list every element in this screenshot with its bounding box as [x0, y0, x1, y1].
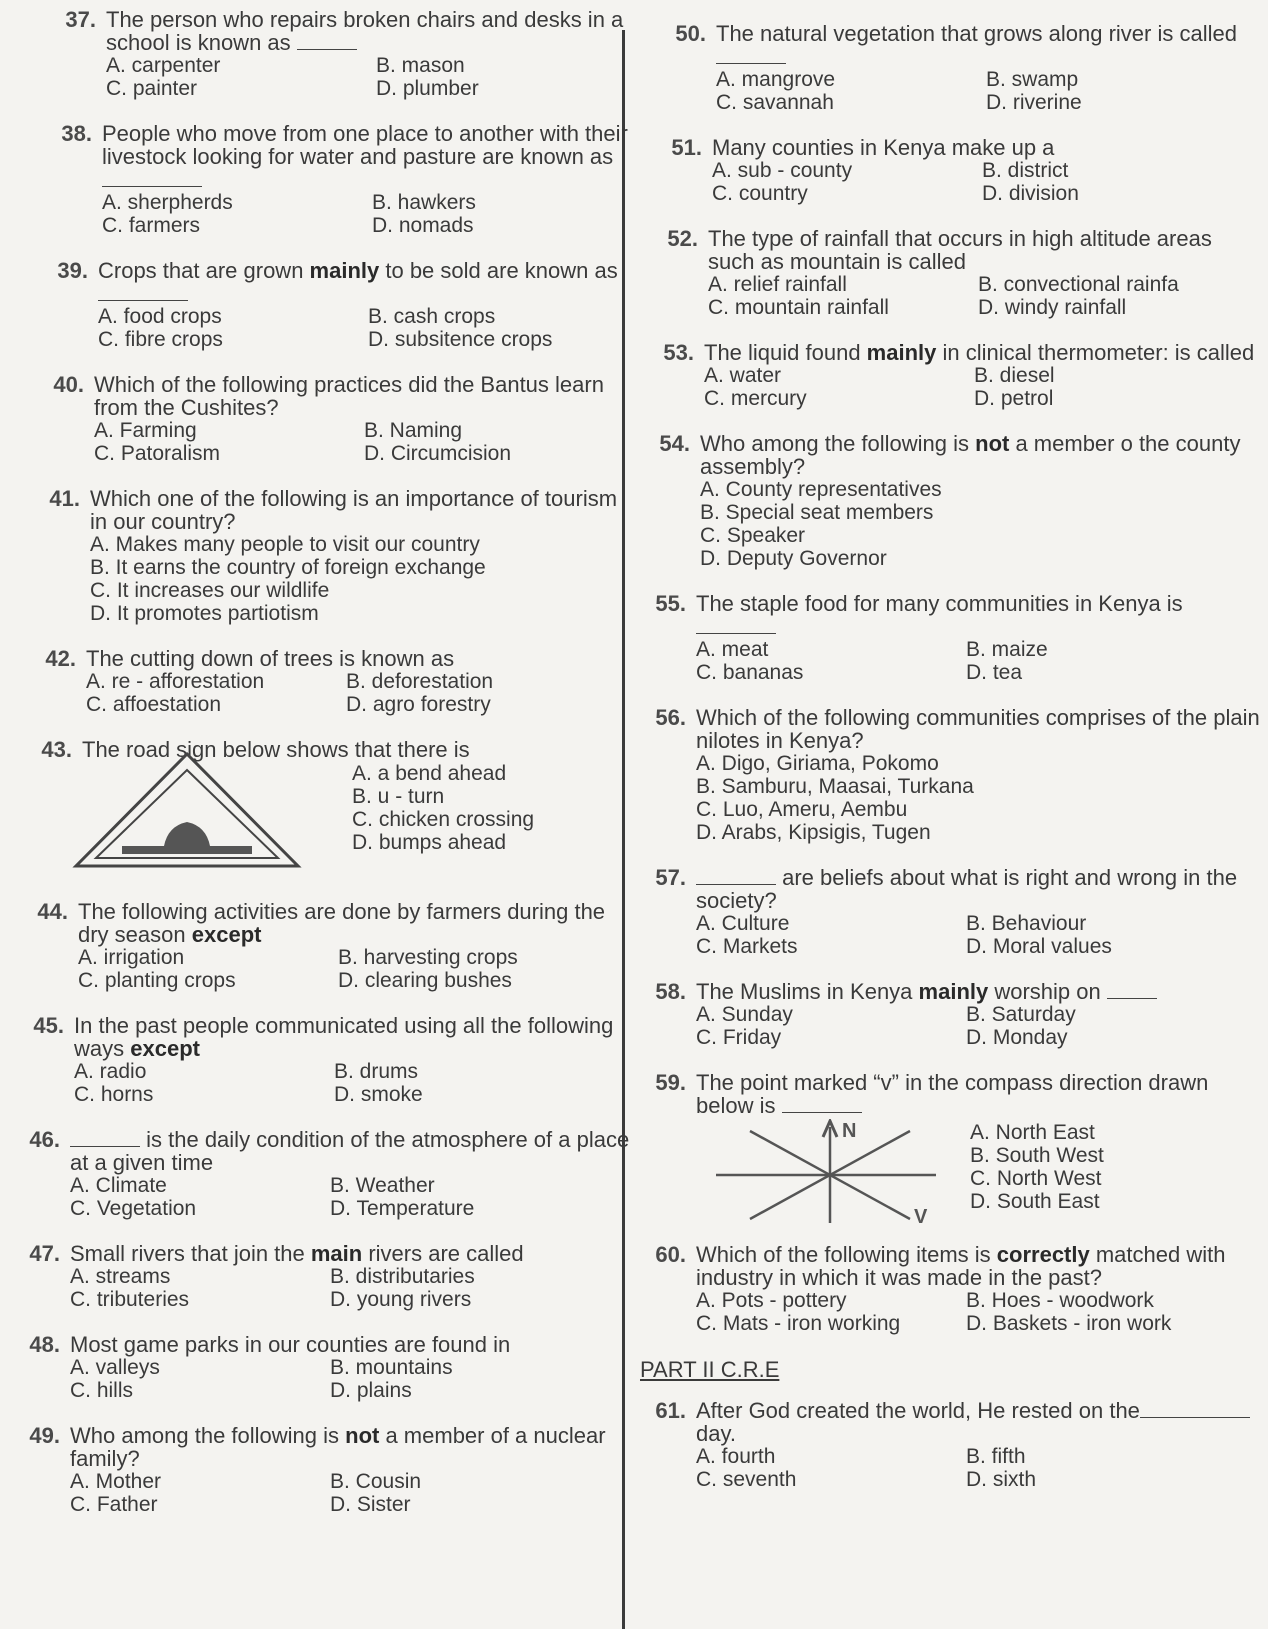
option-b: B. Saturday	[966, 1003, 1076, 1026]
question-52	[652, 227, 1260, 319]
option-b: B. Hoes - woodwork	[966, 1289, 1154, 1312]
right-column	[640, 22, 1260, 1513]
option-b: B. Special seat members	[700, 501, 934, 524]
question-text: People who move from one place to another with their livestock looking for water and pasture are known as	[102, 122, 634, 191]
option-d: D. smoke	[334, 1083, 423, 1106]
option-a: A. carpenter	[106, 54, 221, 77]
question-55	[640, 592, 1260, 684]
question-text: The point marked “v” in the compass direction drawn below is	[696, 1070, 1209, 1118]
question-text: After God created the world, He rested on theday.	[696, 1399, 1260, 1445]
question-58	[640, 980, 1260, 1049]
option-a: A. food crops	[98, 305, 222, 328]
option-b: B. mountains	[330, 1356, 453, 1379]
question-39	[42, 259, 634, 351]
option-d: D. clearing bushes	[338, 969, 512, 992]
question-46	[14, 1128, 634, 1220]
question-number: 56.	[655, 705, 686, 730]
question-number: 61.	[655, 1398, 686, 1423]
option-a: A. radio	[74, 1060, 147, 1083]
option-a: A. County representatives	[700, 478, 942, 501]
option-a: A. sub - county	[712, 159, 853, 182]
question-number: 54.	[659, 431, 690, 456]
question-text: Who among the following is not a member of a nuclear family?	[70, 1423, 606, 1471]
option-c: C. hills	[70, 1379, 134, 1402]
option-b: B. deforestation	[346, 670, 494, 693]
option-b: B. Behaviour	[966, 912, 1087, 935]
question-42	[30, 647, 634, 716]
option-d: D. riverine	[986, 91, 1082, 114]
question-41	[34, 487, 634, 625]
option-c: C. savannah	[716, 91, 834, 114]
question-54	[644, 432, 1260, 570]
question-number: 50.	[675, 21, 706, 46]
question-number: 37.	[65, 7, 96, 32]
option-d: D. nomads	[372, 214, 474, 237]
question-text: The cutting down of trees is known as	[86, 646, 455, 671]
north-label: N	[842, 1120, 857, 1142]
option-d: D. windy rainfall	[978, 296, 1127, 319]
question-text: Which one of the following is an importance of tourism in our country?	[90, 486, 618, 534]
road-sign-figure	[72, 750, 302, 870]
question-text: The Muslims in Kenya mainly worship on	[696, 980, 1260, 1003]
question-60	[640, 1243, 1260, 1335]
question-45	[18, 1014, 634, 1106]
option-d: D. young rivers	[330, 1288, 472, 1311]
option-a: A. Climate	[70, 1174, 167, 1197]
option-d: D. Temperature	[330, 1197, 475, 1220]
option-b: B. South West	[970, 1144, 1104, 1167]
question-number: 41.	[49, 486, 80, 511]
option-b: B. distributaries	[330, 1265, 475, 1288]
question-number: 52.	[667, 226, 698, 251]
question-number: 55.	[655, 591, 686, 616]
question-number: 47.	[29, 1241, 60, 1266]
option-a: A. valleys	[70, 1356, 160, 1379]
question-text: Small rivers that join the main rivers are called	[70, 1241, 524, 1266]
option-d: D. Arabs, Kipsigis, Tugen	[696, 821, 931, 844]
option-b: B. Cousin	[330, 1470, 422, 1493]
point-v-label: V	[914, 1206, 928, 1228]
option-a: A. Culture	[696, 912, 790, 935]
option-b: B. maize	[966, 638, 1048, 661]
option-a: A. fourth	[696, 1445, 776, 1468]
option-d: D. South East	[970, 1190, 1100, 1213]
option-c: C. Father	[70, 1493, 158, 1516]
option-a: A. North East	[970, 1121, 1095, 1144]
question-text: Crops that are grown mainly to be sold are known as	[98, 259, 634, 305]
part-heading: PART II C.R.E	[640, 1357, 780, 1382]
question-text: The natural vegetation that grows along river is called	[716, 22, 1260, 68]
question-49	[14, 1424, 634, 1516]
option-c: C. fibre crops	[98, 328, 223, 351]
option-c: C. planting crops	[78, 969, 236, 992]
question-text: The road sign below shows that there is	[82, 737, 470, 762]
question-number: 58.	[655, 979, 686, 1004]
question-56	[640, 706, 1260, 844]
q59-options	[970, 1121, 1104, 1213]
question-text: The person who repairs broken chairs and desks in a school is known as	[106, 7, 624, 55]
option-d: D. tea	[966, 661, 1023, 684]
question-text: are beliefs about what is right and wrong in the society?	[696, 865, 1238, 913]
question-40	[38, 373, 634, 465]
option-d: D. It promotes partiotism	[90, 602, 319, 625]
option-c: C. farmers	[102, 214, 201, 237]
compass-figure	[710, 1119, 940, 1229]
option-c: C. mercury	[704, 387, 807, 410]
option-d: D. Moral values	[966, 935, 1112, 958]
option-d: D. plumber	[376, 77, 479, 100]
question-61	[640, 1399, 1260, 1491]
option-c: C. North West	[970, 1167, 1102, 1190]
option-a: A. streams	[70, 1265, 171, 1288]
option-d: D. Circumcision	[364, 442, 512, 465]
option-c: C. Luo, Ameru, Aembu	[696, 798, 908, 821]
question-text: The staple food for many communities in Kenya is	[696, 592, 1260, 638]
option-a: A. relief rainfall	[708, 273, 847, 296]
question-43	[26, 738, 634, 878]
question-text: The liquid found mainly in clinical thermometer: is called	[704, 340, 1255, 365]
question-number: 40.	[53, 372, 84, 397]
option-a: A. Mother	[70, 1470, 162, 1493]
question-text: Many counties in Kenya make up a	[712, 135, 1055, 160]
option-b: B. Weather	[330, 1174, 435, 1197]
option-d: D. Baskets - iron work	[966, 1312, 1172, 1335]
option-c: C. country	[712, 182, 808, 205]
option-b: B. district	[982, 159, 1069, 182]
option-a: A. irrigation	[78, 946, 185, 969]
option-c: C. Mats - iron working	[696, 1312, 901, 1335]
question-number: 46.	[29, 1127, 60, 1152]
question-number: 39.	[57, 258, 88, 283]
option-b: B. It earns the country of foreign exchange	[90, 556, 486, 579]
option-c: C. Vegetation	[70, 1197, 197, 1220]
option-c: C. seventh	[696, 1468, 797, 1491]
question-number: 45.	[33, 1013, 64, 1038]
question-37	[50, 8, 634, 100]
option-a: A. meat	[696, 638, 769, 661]
option-b: B. hawkers	[372, 191, 476, 214]
question-number: 59.	[655, 1070, 686, 1095]
option-b: B. Samburu, Maasai, Turkana	[696, 775, 974, 798]
option-d: D. division	[982, 182, 1079, 205]
option-c: C. Friday	[696, 1026, 782, 1049]
option-d: D. Monday	[966, 1026, 1068, 1049]
q43-options	[352, 762, 534, 854]
option-d: D. sixth	[966, 1468, 1037, 1491]
option-d: D. agro forestry	[346, 693, 491, 716]
question-number: 44.	[37, 899, 68, 924]
option-c: C. Markets	[696, 935, 798, 958]
question-48	[14, 1333, 634, 1402]
question-number: 60.	[655, 1242, 686, 1267]
question-51	[656, 136, 1260, 205]
option-b: B. mason	[376, 54, 465, 77]
question-text: Which of the following items is correctly matched with industry in which it was made in the past?	[696, 1242, 1226, 1290]
question-number: 48.	[29, 1332, 60, 1357]
option-c: C. Patoralism	[94, 442, 221, 465]
option-c: C. mountain rainfall	[708, 296, 889, 319]
option-c: C. affoestation	[86, 693, 222, 716]
option-b: B. diesel	[974, 364, 1055, 387]
option-a: A. sherpherds	[102, 191, 233, 214]
option-d: D. Sister	[330, 1493, 411, 1516]
option-a: A. a bend ahead	[352, 762, 507, 785]
question-text: is the daily condition of the atmosphere of a place at a given time	[70, 1127, 630, 1175]
question-number: 38.	[61, 121, 92, 146]
question-57	[640, 866, 1260, 958]
question-text: The following activities are done by farmers during the dry season except	[78, 899, 606, 947]
question-text: In the past people communicated using all the following ways except	[74, 1013, 614, 1061]
option-d: D. plains	[330, 1379, 412, 1402]
question-number: 49.	[29, 1423, 60, 1448]
option-a: A. water	[704, 364, 782, 387]
option-a: A. Makes many people to visit our country	[90, 533, 480, 556]
option-c: C. It increases our wildlife	[90, 579, 330, 602]
option-d: D. petrol	[974, 387, 1054, 410]
question-number: 51.	[671, 135, 702, 160]
question-text: Most game parks in our counties are found in	[70, 1332, 511, 1357]
question-number: 57.	[655, 865, 686, 890]
option-a: A. re - afforestation	[86, 670, 265, 693]
option-a: A. Digo, Giriama, Pokomo	[696, 752, 939, 775]
question-text: Who among the following is not a member o the county assembly?	[700, 431, 1241, 479]
option-b: B. drums	[334, 1060, 419, 1083]
option-b: B. u - turn	[352, 785, 445, 808]
option-c: C. tributeries	[70, 1288, 190, 1311]
question-text: Which of the following practices did the Bantus learn from the Cushites?	[94, 372, 604, 420]
question-text: The type of rainfall that occurs in high altitude areas such as mountain is called	[708, 226, 1212, 274]
option-a: A. mangrove	[716, 68, 836, 91]
option-b: B. Naming	[364, 419, 463, 442]
option-b: B. fifth	[966, 1445, 1026, 1468]
option-d: D. Deputy Governor	[700, 547, 887, 570]
option-b: B. cash crops	[368, 305, 496, 328]
question-number: 43.	[41, 737, 72, 762]
option-b: B. convectional rainfa	[978, 273, 1179, 296]
option-a: A. Farming	[94, 419, 197, 442]
question-44	[22, 900, 634, 992]
question-47	[14, 1242, 634, 1311]
question-38	[46, 122, 634, 237]
left-column	[14, 8, 634, 1538]
option-d: D. bumps ahead	[352, 831, 507, 854]
question-number: 53.	[663, 340, 694, 365]
option-c: C. horns	[74, 1083, 154, 1106]
option-c: C. bananas	[696, 661, 804, 684]
question-53	[648, 341, 1260, 410]
option-b: B. harvesting crops	[338, 946, 518, 969]
option-c: C. Speaker	[700, 524, 806, 547]
option-d: D. subsitence crops	[368, 328, 553, 351]
option-c: C. chicken crossing	[352, 808, 535, 831]
question-50	[660, 22, 1260, 114]
question-number: 42.	[45, 646, 76, 671]
bump-icon	[122, 822, 252, 854]
option-a: A. Sunday	[696, 1003, 793, 1026]
option-a: A. Pots - pottery	[696, 1289, 847, 1312]
question-text: Which of the following communities comprises of the plain nilotes in Kenya?	[696, 705, 1260, 753]
option-c: C. painter	[106, 77, 198, 100]
option-b: B. swamp	[986, 68, 1079, 91]
question-59	[640, 1070, 1260, 1228]
